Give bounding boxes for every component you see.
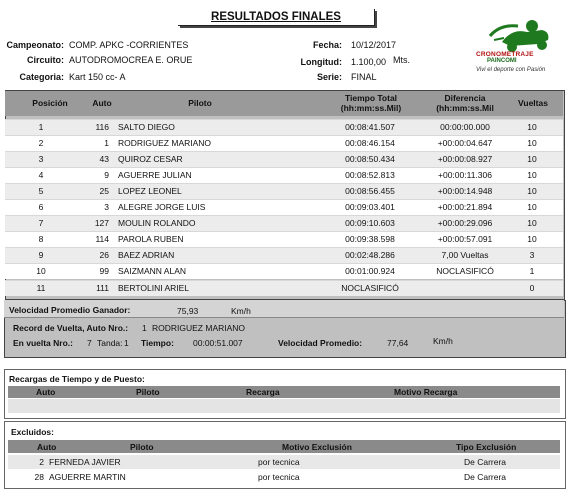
row-diferencia: +00:00:08.927	[437, 154, 493, 164]
row-piloto: AGUERRE JULIAN	[118, 170, 192, 180]
row-tiempo: 00:02:48.286	[345, 250, 395, 260]
campeonato-label: Campeonato:	[6, 40, 64, 50]
results-header	[5, 91, 563, 116]
row-piloto: PAROLA RUBEN	[118, 234, 184, 244]
col-posicion: Posición	[32, 98, 68, 108]
row-diferencia: +00:00:21.894	[437, 202, 493, 212]
row-vueltas: 10	[527, 154, 537, 164]
exc-piloto: AGUERRE MARTIN	[49, 472, 126, 482]
categoria-value: Kart 150 cc- A	[69, 72, 126, 82]
row-tiempo: 00:08:50.434	[345, 154, 395, 164]
row-piloto: QUIROZ CESAR	[118, 154, 183, 164]
row-tiempo: 00:08:41.507	[345, 122, 395, 132]
row-posicion: 8	[38, 234, 44, 244]
recargas-header	[8, 386, 560, 398]
row-diferencia: +00:00:11.306	[438, 170, 492, 180]
excluido-row	[8, 470, 560, 484]
report-title: RESULTADOS FINALES	[178, 9, 375, 26]
row-auto: 111	[96, 283, 109, 293]
row-piloto: MOULIN ROLANDO	[118, 218, 196, 228]
recargas-empty-row	[8, 399, 560, 413]
result-row	[5, 135, 563, 151]
row-posicion: 5	[38, 186, 44, 196]
row-tiempo: 00:08:56.455	[345, 186, 395, 196]
row-auto: 26	[99, 250, 109, 260]
serie-value: FINAL	[351, 72, 377, 82]
longitud-value: 1.100,00	[351, 57, 387, 67]
rec-col-auto: Auto	[36, 387, 56, 397]
logo-slogan: Vivi el deporte con Pasión	[476, 67, 546, 73]
fecha-label: Fecha:	[312, 40, 342, 50]
row-vueltas: 10	[527, 186, 537, 196]
result-row	[5, 199, 563, 215]
vel-ganador-unit: Km/h	[231, 306, 251, 316]
row-diferencia: NOCLASIFICÓ	[436, 266, 494, 276]
row-diferencia: +00:00:14.948	[437, 186, 493, 196]
result-row	[5, 263, 563, 279]
campeonato-value: COMP. APKC -CORRIENTES	[69, 40, 189, 50]
row-auto: 1	[104, 138, 109, 148]
col-auto: Auto	[92, 98, 112, 108]
row-vueltas: 1	[529, 266, 535, 276]
col-tiempo-total: Tiempo Total	[344, 93, 398, 103]
row-posicion: 10	[36, 266, 46, 276]
row-auto: 25	[99, 186, 109, 196]
row-diferencia: 7,00 Vueltas	[441, 250, 489, 260]
record-label: Record de Vuelta, Auto Nro.:	[13, 323, 129, 333]
row-piloto: SAIZMANN ALAN	[118, 266, 187, 276]
row-diferencia: +00:00:04.647	[437, 138, 493, 148]
excluidos-title: Excluidos:	[11, 427, 54, 437]
col-tiempo-format: (hh:mm:ss.Mil)	[340, 103, 402, 113]
exc-col-auto: Auto	[37, 442, 57, 452]
row-diferencia: +00:00:29.096	[437, 218, 493, 228]
result-row	[5, 167, 563, 183]
row-tiempo: 00:09:38.598	[345, 234, 395, 244]
result-row	[5, 215, 563, 231]
col-diferencia-format: (hh:mm:ss.Mil	[436, 103, 494, 113]
row-auto: 127	[94, 218, 109, 228]
col-piloto: Piloto	[188, 98, 212, 108]
row-vueltas: 10	[527, 234, 537, 244]
row-vueltas: 10	[527, 122, 537, 132]
row-posicion: 1	[38, 122, 44, 132]
vel-prom-value: 77,64	[387, 338, 409, 348]
col-vueltas: Vueltas	[518, 98, 548, 108]
row-piloto: BAEZ ADRIAN	[118, 250, 175, 260]
fecha-value: 10/12/2017	[351, 40, 397, 50]
row-tiempo: 00:08:52.813	[345, 170, 395, 180]
row-tiempo: 00:09:10.603	[345, 218, 395, 228]
exc-col-motivo: Motivo Exclusión	[282, 442, 352, 452]
row-diferencia: 00:00:00.000	[440, 122, 490, 132]
result-row	[5, 280, 563, 296]
row-diferencia: +00:00:57.091	[437, 234, 493, 244]
vel-prom-label: Velocidad Promedio:	[278, 338, 363, 348]
result-row	[5, 247, 563, 263]
tiempo-value: 00:00:51.007	[193, 338, 243, 348]
record-auto: 1	[142, 323, 147, 333]
circuito-value: AUTODROMOCREA E. ORUE	[69, 55, 193, 65]
tanda-value: 1	[124, 338, 129, 348]
exc-motivo: por tecnica	[258, 472, 300, 482]
row-piloto: ALEGRE JORGE LUIS	[118, 202, 206, 212]
kart-racer-icon	[472, 14, 562, 54]
result-row	[5, 151, 563, 167]
row-auto: 9	[104, 170, 109, 180]
exc-auto: 28	[34, 472, 44, 482]
vel-ganador-value: 75,93	[177, 306, 199, 316]
tanda-label: Tanda:	[97, 338, 123, 348]
excluidos-header	[8, 440, 560, 453]
row-posicion: 7	[38, 218, 44, 228]
exc-col-tipo: Tipo Exclusión	[456, 442, 517, 452]
exc-motivo: por tecnica	[258, 457, 300, 467]
row-tiempo: 00:09:03.401	[345, 202, 395, 212]
record-piloto: RODRIGUEZ MARIANO	[152, 323, 246, 333]
exc-piloto: FERNEDA JAVIER	[49, 457, 121, 467]
tiempo-label: Tiempo:	[141, 338, 174, 348]
row-vueltas: 10	[527, 218, 537, 228]
circuito-label: Circuito:	[27, 55, 64, 65]
row-piloto: SALTO DIEGO	[118, 122, 175, 132]
row-auto: 3	[104, 202, 109, 212]
row-auto: 116	[95, 122, 109, 132]
vel-prom-unit: Km/h	[433, 336, 453, 346]
row-auto: 114	[95, 234, 109, 244]
row-piloto: BERTOLINI ARIEL	[118, 283, 190, 293]
row-posicion: 11	[36, 283, 46, 293]
result-row	[5, 119, 563, 135]
row-posicion: 6	[38, 202, 44, 212]
longitud-unit: Mts.	[393, 55, 410, 65]
row-vueltas: 10	[527, 170, 537, 180]
row-tiempo: NOCLASIFICÓ	[341, 283, 399, 293]
envuelta-value: 7	[87, 338, 92, 348]
exc-tipo: De Carrera	[464, 472, 507, 482]
col-diferencia: Diferencia	[444, 93, 486, 103]
rec-col-recarga: Recarga	[246, 387, 280, 397]
recargas-title: Recargas de Tiempo y de Puesto:	[9, 374, 145, 384]
row-posicion: 3	[38, 154, 44, 164]
row-vueltas: 0	[529, 283, 535, 293]
serie-label: Serie:	[316, 72, 342, 82]
rec-col-motivo: Motivo Recarga	[394, 387, 458, 397]
row-piloto: LOPEZ LEONEL	[118, 186, 182, 196]
exc-tipo: De Carrera	[464, 457, 507, 467]
vel-ganador-label: Velocidad Promedio Ganador:	[9, 305, 131, 315]
rec-col-piloto: Piloto	[136, 387, 160, 397]
excluido-row	[8, 455, 560, 469]
envuelta-label: En vuelta Nro.:	[13, 338, 73, 348]
result-row	[5, 231, 563, 247]
categoria-label: Categoria:	[19, 72, 64, 82]
row-posicion: 4	[38, 170, 44, 180]
logo-line2: PAINCOMI	[487, 58, 517, 64]
row-posicion: 2	[38, 138, 44, 148]
row-vueltas: 10	[527, 138, 537, 148]
logo-line1: CRONOMETRAJE	[476, 51, 534, 58]
row-piloto: RODRIGUEZ MARIANO	[118, 138, 212, 148]
row-auto: 99	[99, 266, 109, 276]
row-posicion: 9	[38, 250, 44, 260]
result-row	[5, 183, 563, 199]
row-tiempo: 00:01:00.924	[345, 266, 395, 276]
exc-auto: 2	[39, 457, 44, 467]
longitud-label: Longitud:	[300, 57, 342, 67]
row-tiempo: 00:08:46.154	[345, 138, 395, 148]
row-auto: 43	[99, 154, 109, 164]
exc-col-piloto: Piloto	[130, 442, 154, 452]
row-vueltas: 3	[529, 250, 535, 260]
row-vueltas: 10	[527, 202, 537, 212]
